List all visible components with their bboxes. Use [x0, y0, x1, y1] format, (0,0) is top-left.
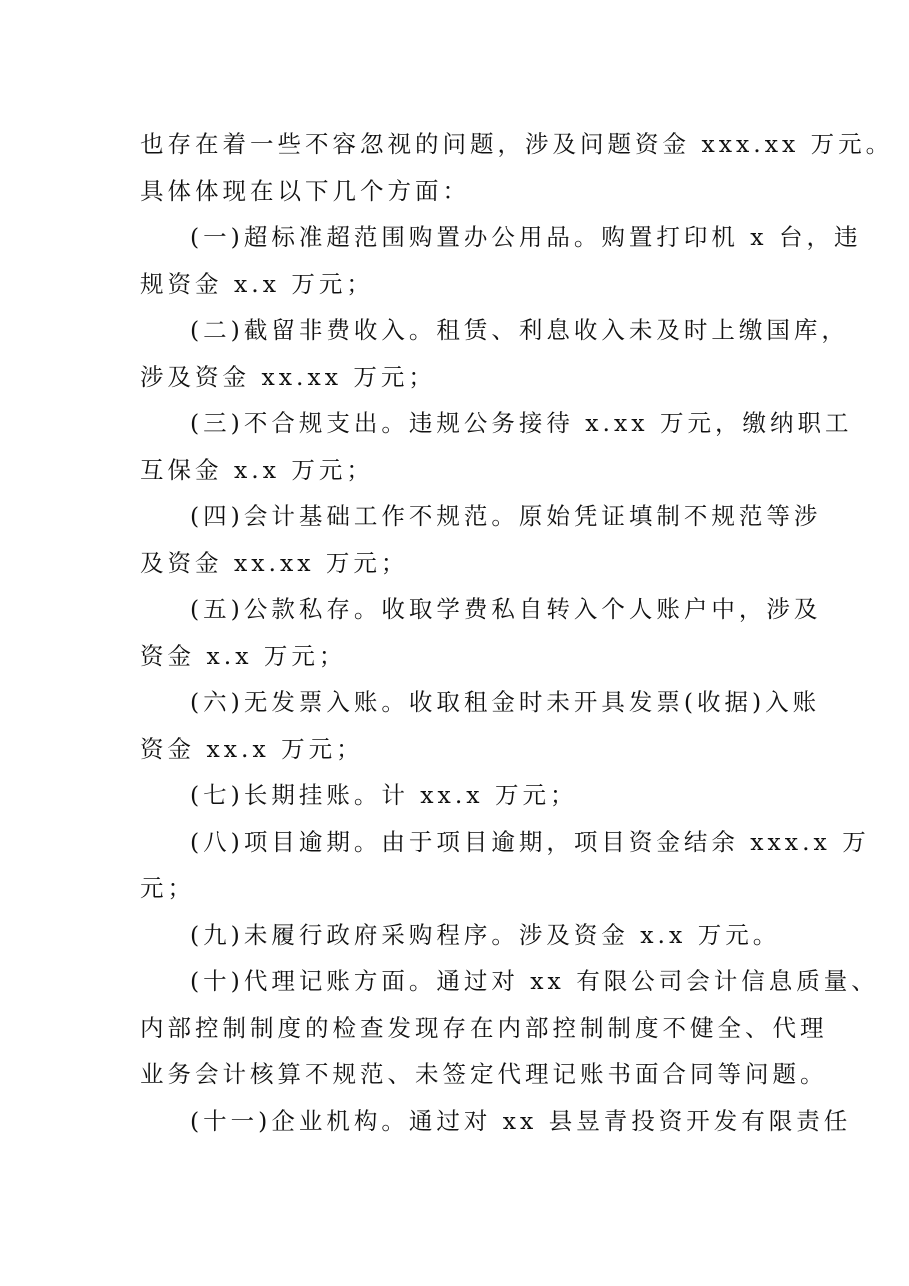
text-line: 资金 x.x 万元； [140, 641, 347, 670]
text-line: (八)项目逾期。由于项目逾期，项目资金结余 xxx.x 万 [190, 827, 870, 856]
text-line: 互保金 x.x 万元； [140, 455, 374, 484]
text-line: (二)截留非费收入。租赁、利息收入未及时上缴国库， [190, 316, 849, 344]
text-line: 涉及资金 xx.xx 万元； [140, 362, 436, 391]
text-line: 内部控制制度的检查发现存在内部控制制度不健全、代理 [140, 1013, 828, 1042]
text-line: (五)公款私存。收取学费私自转入个人账户中，涉及 [190, 595, 822, 623]
text-line: 业务会计核算不规范、未签定代理记账书面合同等问题。 [140, 1060, 828, 1088]
text-line: (九)未履行政府采购程序。涉及资金 x.x 万元。 [190, 920, 781, 949]
text-line: (一)超标准超范围购置办公用品。购置打印机 x 台，违 [190, 223, 862, 251]
document-body [140, 121, 894, 1144]
text-line: 也存在着一些不容忽视的问题，涉及问题资金 xxx.xx 万元。 [140, 130, 894, 158]
text-line: (十一)企业机构。通过对 xx 县昱青投资开发有限责任 [190, 1106, 852, 1135]
text-line: 资金 xx.x 万元； [140, 734, 364, 763]
text-line: 具体体现在以下几个方面： [140, 176, 470, 205]
text-line: (六)无发票入账。收取租金时未开具发票(收据)入账 [190, 688, 821, 716]
text-line: 及资金 xx.xx 万元； [140, 548, 409, 577]
text-line: (七)长期挂账。计 xx.x 万元； [190, 781, 578, 809]
text-line: (四)会计基础工作不规范。原始凭证填制不规范等涉 [190, 502, 822, 530]
text-line: (三)不合规支出。违规公务接待 x.xx 万元，缴纳职工 [190, 409, 853, 437]
text-line: 规资金 x.x 万元； [140, 269, 374, 298]
text-line: 元； [140, 874, 195, 902]
text-line: (十)代理记账方面。通过对 xx 有限公司会计信息质量、 [190, 967, 879, 995]
